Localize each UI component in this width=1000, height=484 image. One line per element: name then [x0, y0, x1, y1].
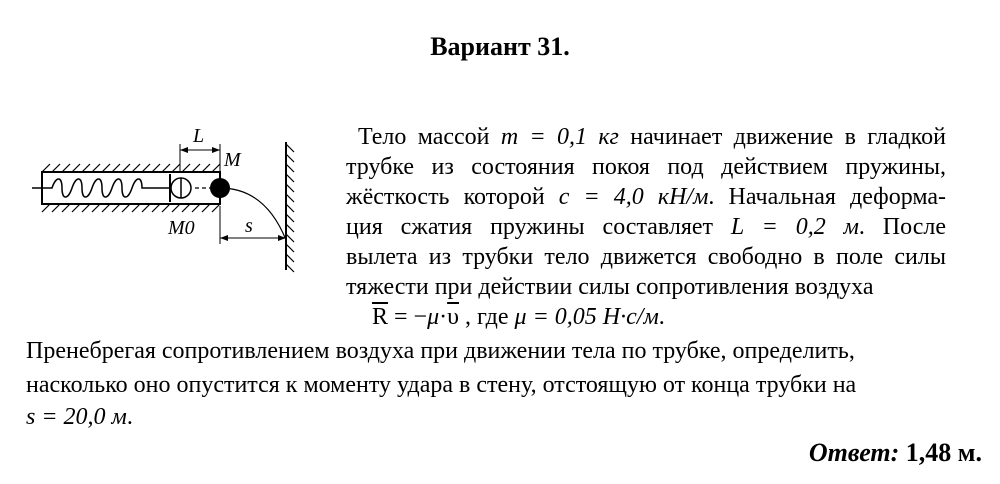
label-L: L: [193, 125, 205, 147]
page-title: Вариант 31.: [430, 32, 570, 61]
text-line-5: вылета из трубки тело движется свободно в поле силы: [346, 244, 946, 270]
answer-label: Ответ:: [808, 438, 900, 467]
answer-value: 1,48 м.: [905, 438, 982, 467]
label-M0: M0: [168, 217, 195, 239]
spring: [42, 179, 170, 197]
text-line-1: Тело массой m = 0,1 кг начинает движение в гладкой: [358, 124, 946, 150]
text-line-10: s = 20,0 м.: [26, 404, 133, 430]
wall-hatching: [286, 144, 294, 272]
text-line-3: жёсткость которой c = 4,0 кН/м. Начальная деформа-: [346, 184, 946, 210]
label-s: s: [245, 215, 253, 237]
text-line-9: насколько оно опустится к моменту удара в стену, отстоящую от конца трубки на: [26, 372, 857, 398]
tube: [42, 172, 220, 204]
label-M: M: [224, 149, 241, 171]
mechanism-figure: [30, 122, 305, 282]
text-line-6: тяжести при действии силы сопротивления воздуха: [346, 274, 874, 300]
answer: [809, 438, 982, 468]
tube-hatching-top: [42, 164, 220, 172]
tube-hatching-bottom: [42, 204, 220, 212]
text-line-2: трубке из состояния покоя под действием пружины,: [346, 154, 946, 180]
text-line-4: ция сжатия пружины составляет L = 0,2 м. После: [346, 214, 946, 240]
trajectory: [220, 188, 286, 240]
text-line-7-formula: $\overline{R} = -\mu\cdot\overline{\upsilon}$ , где μ = 0,05 Н·с/м.: [372, 304, 665, 330]
text-line-8: Пренебрегая сопротивлением воздуха при движении тела по трубке, определить,: [26, 338, 855, 364]
